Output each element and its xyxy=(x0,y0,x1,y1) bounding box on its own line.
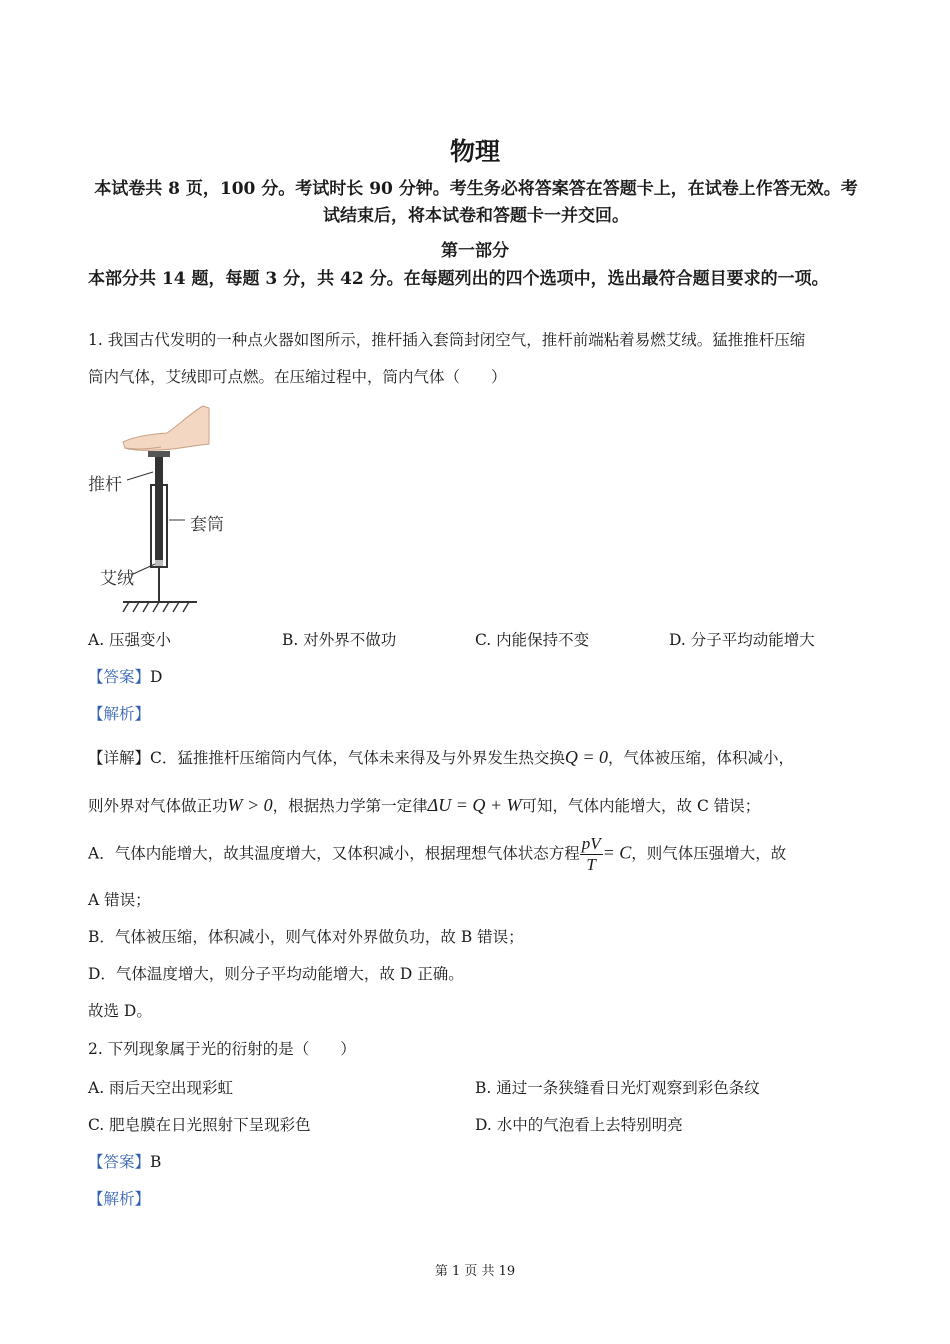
q1-option-a: A. 压强变小 xyxy=(88,631,172,649)
q1-stem-line2: 筒内气体，艾绒即可点燃。在压缩过程中，筒内气体（ ） xyxy=(88,368,507,386)
equation-w-positive: W > 0 xyxy=(227,795,273,815)
q1-option-c: C. 内能保持不变 xyxy=(475,631,590,649)
q2-option-b: B. 通过一条狭缝看日光灯观察到彩色条纹 xyxy=(475,1079,760,1097)
q1-detail-line1: 【详解】C．猛推推杆压缩筒内气体，气体未来得及与外界发生热交换Q = 0，气体被压缩，体积减小， xyxy=(88,747,795,767)
answer-tag: 【答案】 xyxy=(88,1153,151,1171)
label-sleeve: 套筒 xyxy=(190,515,224,535)
answer-tag: 【答案】 xyxy=(88,668,151,686)
equation-first-law: ΔU = Q + W xyxy=(427,795,522,815)
section-description: 本部分共 14 题，每题 3 分，共 42 分。在每题列出的四个选项中，选出最符合题目要求的一项。 xyxy=(88,269,829,289)
q1-answer xyxy=(88,665,162,687)
q1-option-d: D. 分子平均动能增大 xyxy=(669,631,815,649)
q2-analysis-tag: 【解析】 xyxy=(88,1190,151,1208)
q2-option-a: A. 雨后天空出现彩虹 xyxy=(88,1079,234,1097)
answer-value: B xyxy=(150,1153,162,1171)
q2-stem: 2. 下列现象属于光的衍射的是（ ） xyxy=(88,1040,356,1058)
q1-detail-line2: 则外界对气体做正功W > 0，根据热力学第一定律ΔU = Q + W可知，气体内能增大，故 C 错误； xyxy=(88,795,761,815)
answer-value: D xyxy=(150,668,163,686)
q1-option-b: B. 对外界不做功 xyxy=(282,631,397,649)
q1-detail-line4: A 错误； xyxy=(88,891,151,909)
label-push-rod: 推杆 xyxy=(88,475,122,495)
q2-option-d: D. 水中的气泡看上去特别明亮 xyxy=(475,1116,683,1134)
page-title: 物理 xyxy=(449,137,500,166)
q2-option-c: C. 肥皂膜在日光照射下呈现彩色 xyxy=(88,1116,311,1134)
q1-detail-line6: D．气体温度增大，则分子平均动能增大，故 D 正确。 xyxy=(88,965,464,983)
section-title: 第一部分 xyxy=(441,241,509,261)
q1-detail-line7: 故选 D。 xyxy=(88,1002,152,1020)
push-rod xyxy=(155,457,163,567)
rod-cap xyxy=(148,451,170,457)
q1-stem-line1: 1. 我国古代发明的一种点火器如图所示，推杆插入套筒封闭空气，推杆前端粘着易燃艾绒。猛推推杆压缩 xyxy=(88,331,806,349)
q1-detail-line3: A．气体内能增大，故其温度增大，又体积减小，根据理想气体状态方程 $\frac{pV}{T}$ = C，则气体压强增大，故 xyxy=(88,834,787,874)
exam-instructions: 本试卷共 8 页，100 分。考试时长 90 分钟。考生务必将答案答在答题卡上，在试卷上作答无效。考试结束后，将本试卷和答题卡一并交回。 xyxy=(94,179,858,226)
equation-q-zero: Q = 0 xyxy=(564,747,609,767)
label-tinder: 艾绒 xyxy=(100,569,134,589)
equation-ideal-gas: $\frac{pV}{T}$ xyxy=(581,834,601,874)
q1-detail-line5: B．气体被压缩，体积减小，则气体对外界做负功，故 B 错误； xyxy=(88,928,524,946)
tinder xyxy=(155,560,163,566)
hand-illustration xyxy=(123,406,209,450)
page-footer: 第 1 页 共 19 xyxy=(434,1264,516,1279)
q1-analysis-tag: 【解析】 xyxy=(88,705,151,723)
q2-answer xyxy=(88,1150,161,1172)
detail-tag: 【详解】 xyxy=(88,749,151,767)
